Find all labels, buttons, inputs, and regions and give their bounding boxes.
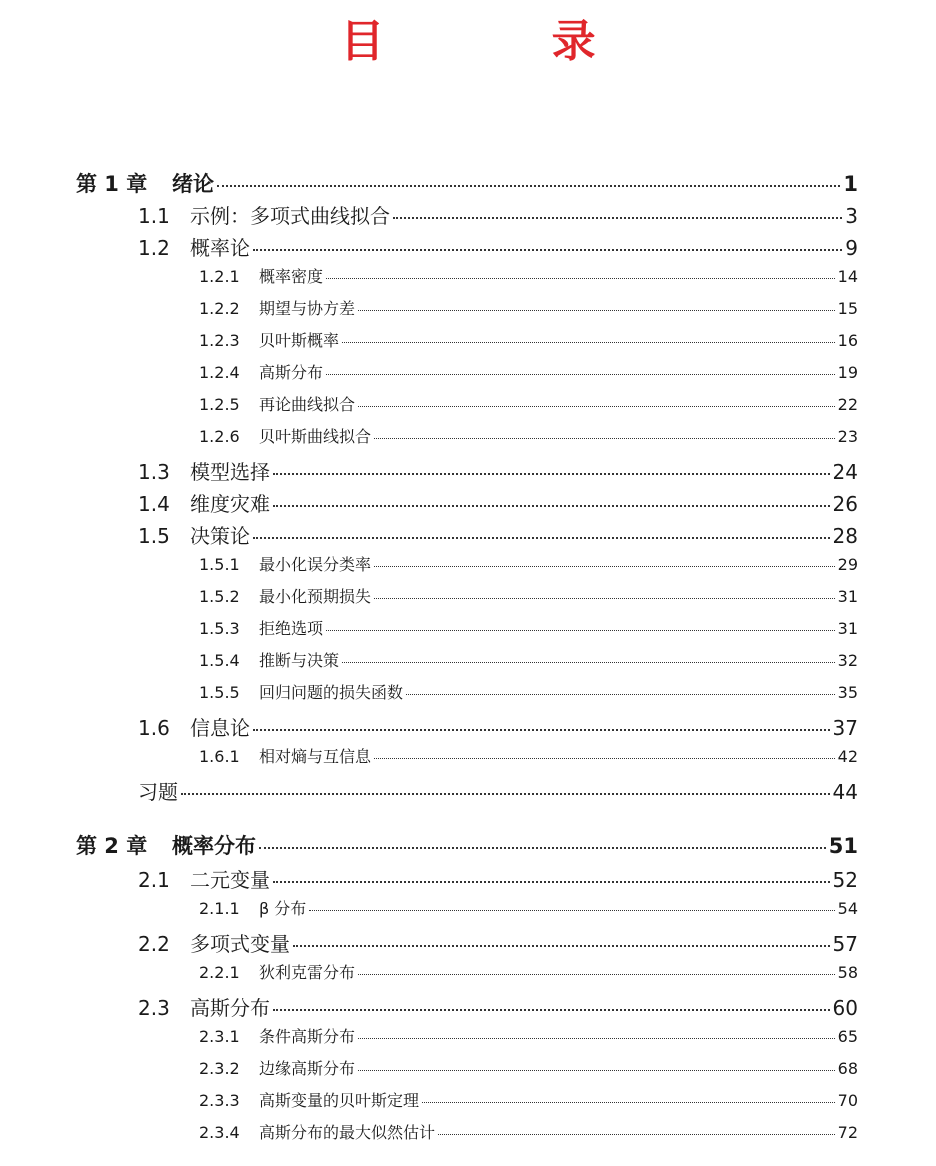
toc-entry[interactable] [138,712,858,741]
dot-leader [273,1009,830,1011]
toc-entry-title: 二元变量 [190,868,270,892]
toc-entry[interactable] [199,296,858,319]
toc-entry[interactable] [76,830,858,860]
toc-entry-title: 高斯分布 [259,363,324,382]
toc-entry-number: 1.5.3 [199,619,240,638]
dot-leader [326,278,835,279]
toc-entry-title: 条件高斯分布 [259,1027,356,1046]
toc-entry[interactable] [199,896,858,919]
dot-leader [358,974,835,975]
toc-entry-number: 2.3.2 [199,1059,240,1078]
toc-entry[interactable] [199,328,858,351]
toc-entry[interactable] [138,520,858,549]
dot-leader [259,847,826,849]
toc-entry-page: 57 [832,932,858,956]
toc-entry-number: 1.5 [138,524,170,548]
toc-entry-title: 模型选择 [190,460,270,484]
dot-leader [374,566,835,567]
toc-entry-page: 9 [845,236,858,260]
toc-entry[interactable] [76,168,858,198]
toc-entry-page: 37 [832,716,858,740]
toc-entry-title: 概率论 [190,236,250,260]
dot-leader [273,473,830,475]
toc-entry[interactable] [199,1024,858,1047]
toc-entry[interactable] [138,928,858,957]
toc-entry-page: 31 [837,619,858,638]
toc-title: 目 录 [340,16,672,67]
toc-entry-number: 第 1 章 [76,172,148,196]
dot-leader [358,310,835,311]
toc-entry-page: 72 [837,1123,858,1142]
toc-entry-page: 31 [837,587,858,606]
toc-entry-number: 2.1.1 [199,899,240,918]
toc-entry-number: 2.2 [138,932,170,956]
toc-entry[interactable] [199,648,858,671]
toc-entry-title: 习题 [138,780,178,804]
toc-entry-number: 1.3 [138,460,170,484]
toc-entry-page: 60 [832,996,858,1020]
dot-leader [358,1038,835,1039]
toc-entry[interactable] [199,552,858,575]
toc-entry[interactable] [199,1088,858,1111]
toc-entry-page: 68 [837,1059,858,1078]
dot-leader [406,694,835,695]
toc-entry-title: 高斯变量的贝叶斯定理 [259,1091,420,1110]
toc-entry-number: 1.2.2 [199,299,240,318]
toc-entry-title: 高斯分布 [190,996,270,1020]
toc-entry-title: 贝叶斯概率 [259,331,340,350]
toc-entry-title: 再论曲线拟合 [259,395,356,414]
toc-entry-page: 23 [837,427,858,446]
toc-entry-title: 拒绝选项 [259,619,324,638]
toc-entry-number: 1.6 [138,716,170,740]
dot-leader [374,598,835,599]
toc-entry-title: 决策论 [190,524,250,548]
dot-leader [293,945,830,947]
toc-entry[interactable] [138,776,858,805]
toc-entry-number: 1.5.4 [199,651,240,670]
toc-entry-number: 2.3.1 [199,1027,240,1046]
toc-entry-number: 1.2.5 [199,395,240,414]
toc-entry-number: 1.5.1 [199,555,240,574]
toc-entry[interactable] [138,864,858,893]
toc-entry[interactable] [138,232,858,261]
toc-entry-title: 多项式变量 [190,932,290,956]
toc-entry[interactable] [199,744,858,767]
toc-entry-title: 概率密度 [259,267,324,286]
toc-entry-number: 1.4 [138,492,170,516]
toc-entry-number: 第 2 章 [76,834,148,858]
toc-entry[interactable] [138,992,858,1021]
toc-entry-page: 42 [837,747,858,766]
toc-entry-number: 1.5.5 [199,683,240,702]
toc-entry-page: 1 [843,172,858,196]
dot-leader [253,249,842,251]
toc-entry[interactable] [138,200,858,229]
toc-entry-page: 16 [837,331,858,350]
dot-leader [253,537,830,539]
toc-entry-page: 19 [837,363,858,382]
toc-entry-page: 32 [837,651,858,670]
toc-entry-number: 1.2.4 [199,363,240,382]
toc-entry-title: 高斯分布的最大似然估计 [259,1123,436,1142]
toc-entry-number: 1.1 [138,204,170,228]
toc-entry-number: 1.2 [138,236,170,260]
dot-leader [358,406,835,407]
toc-entry[interactable] [199,584,858,607]
toc-entry-title: 期望与协方差 [259,299,356,318]
toc-entry[interactable] [199,392,858,415]
toc-entry-title: β 分布 [259,899,307,918]
toc-entry-page: 70 [837,1091,858,1110]
toc-entry-title: 边缘高斯分布 [259,1059,356,1078]
toc-entry-page: 35 [837,683,858,702]
dot-leader [326,374,835,375]
toc-entry[interactable] [199,1056,858,1079]
toc-entry-number: 1.2.1 [199,267,240,286]
toc-entry-title: 推断与决策 [259,651,340,670]
toc-entry[interactable] [199,424,858,447]
dot-leader [253,729,830,731]
dot-leader [438,1134,835,1135]
dot-leader [273,881,830,883]
toc-entry[interactable] [199,264,858,287]
toc-entry[interactable] [199,960,858,983]
toc-entry[interactable] [138,456,858,485]
dot-leader [422,1102,835,1103]
dot-leader [358,1070,835,1071]
toc-entry-title: 最小化误分类率 [259,555,372,574]
toc-entry-page: 22 [837,395,858,414]
toc-entry-number: 2.3 [138,996,170,1020]
toc-entry-page: 24 [832,460,858,484]
toc-entry-title: 维度灾难 [190,492,270,516]
dot-leader [342,342,835,343]
toc-entry-title: 相对熵与互信息 [259,747,372,766]
toc-entry-title: 概率分布 [172,834,256,858]
toc-entry-title: 绪论 [172,172,214,196]
toc-entry-page: 54 [837,899,858,918]
toc-entry[interactable] [199,680,858,703]
dot-leader [342,662,835,663]
toc-entry-number: 2.2.1 [199,963,240,982]
toc-entry-number: 1.2.3 [199,331,240,350]
toc-entry-title: 贝叶斯曲线拟合 [259,427,372,446]
toc-entry-title: 回归问题的损失函数 [259,683,404,702]
toc-entry[interactable] [199,1120,858,1143]
dot-leader [181,793,830,795]
dot-leader [309,910,834,911]
toc-entry-page: 52 [832,868,858,892]
dot-leader [374,758,835,759]
toc-entry-title: 最小化预期损失 [259,587,372,606]
toc-entry-number: 2.1 [138,868,170,892]
toc-entry-number: 1.2.6 [199,427,240,446]
toc-entry-number: 2.3.3 [199,1091,240,1110]
toc-entry-page: 28 [832,524,858,548]
toc-entry-number: 2.3.4 [199,1123,240,1142]
toc-entry-page: 3 [845,204,858,228]
toc-entry[interactable] [138,488,858,517]
toc-entry[interactable] [199,616,858,639]
toc-entry-title: 狄利克雷分布 [259,963,356,982]
dot-leader [393,217,842,219]
dot-leader [217,185,840,187]
dot-leader [374,438,835,439]
toc-entry-page: 65 [837,1027,858,1046]
dot-leader [326,630,835,631]
toc-entry-title: 示例：多项式曲线拟合 [190,204,390,228]
toc-entry-number: 1.6.1 [199,747,240,766]
toc-entry-page: 14 [837,267,858,286]
toc-entry[interactable] [199,360,858,383]
toc-entry-page: 29 [837,555,858,574]
toc-entry-number: 1.5.2 [199,587,240,606]
toc-entry-page: 51 [828,834,858,858]
toc-entry-page: 58 [837,963,858,982]
toc-entry-title: 信息论 [190,716,250,740]
toc-entry-page: 26 [832,492,858,516]
toc-entry-page: 44 [832,780,858,804]
toc-entry-page: 15 [837,299,858,318]
dot-leader [273,505,830,507]
